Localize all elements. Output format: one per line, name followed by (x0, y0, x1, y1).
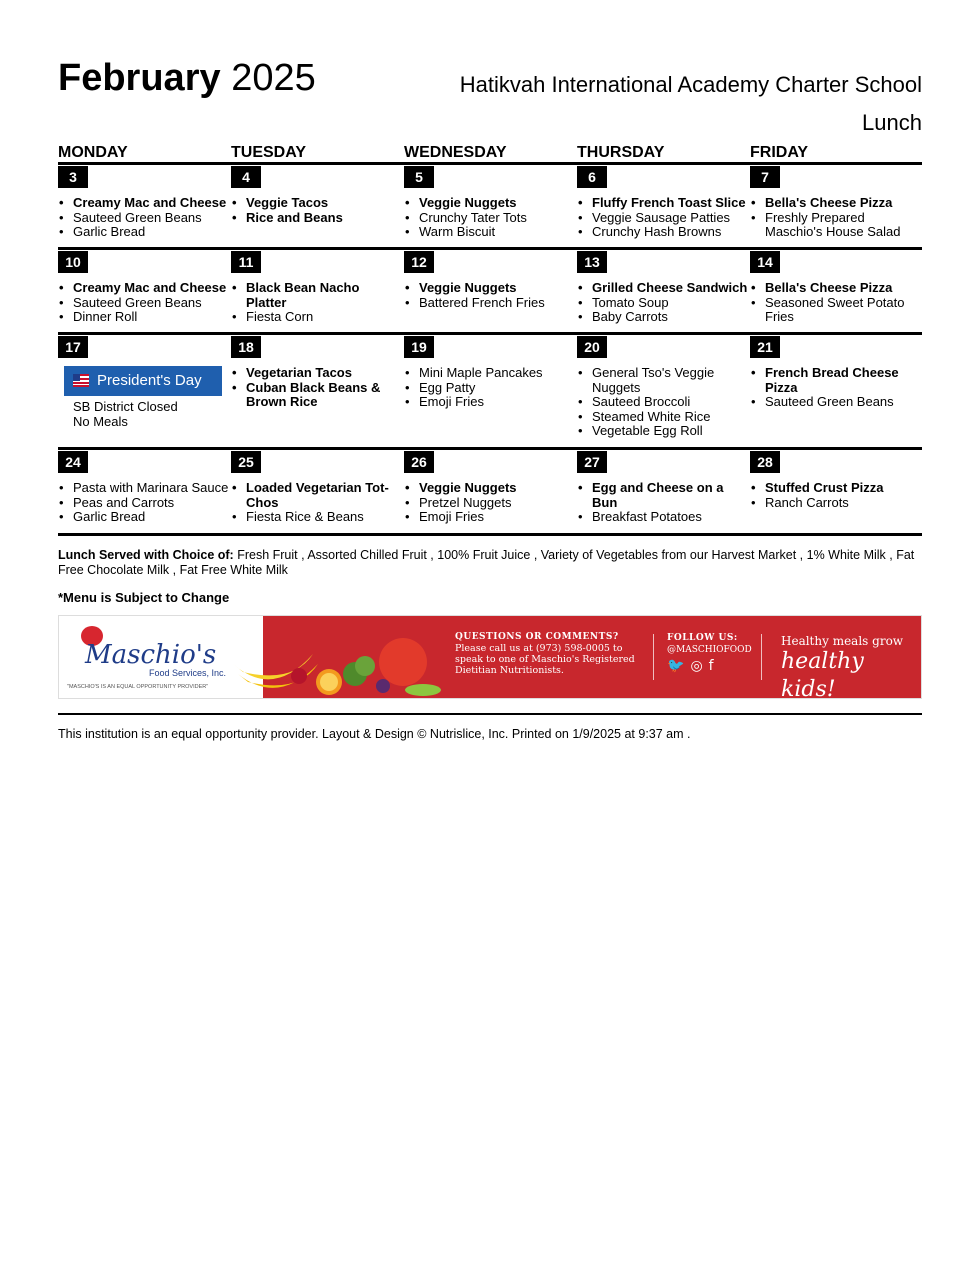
logo-name: Maschio's (85, 640, 217, 670)
menu-list (404, 281, 576, 310)
lunch-choice-label: Lunch Served with Choice of: (58, 548, 234, 562)
date-badge: 17 (58, 336, 88, 358)
date-badge: 27 (577, 451, 607, 473)
menu-item: • Grilled Cheese Sandwich (577, 281, 749, 296)
instagram-icon[interactable]: ◎ (690, 658, 709, 674)
questions-title: QUESTIONS OR COMMENTS? (455, 632, 619, 642)
weekday-thursday: THURSDAY (577, 144, 665, 161)
menu-item: • Fiesta Rice & Beans (231, 510, 403, 525)
menu-item: • Creamy Mac and Cheese (58, 281, 230, 296)
lunch-choice-text: Fresh Fruit , Assorted Chilled Fruit , 100% Fruit Juice , Variety of Vegetables from our Harvest Market , 1% White Milk , Fat Free Chocolate Milk , Fat Free White Milk (58, 548, 915, 577)
menu-item: • Vegetarian Tacos (231, 366, 403, 381)
date-badge: 5 (404, 166, 434, 188)
footer-divider (58, 713, 922, 715)
social-icons (667, 660, 752, 672)
menu-item: • Veggie Sausage Patties (577, 211, 749, 226)
menu-item: • Loaded Vegetarian Tot-Chos (231, 481, 403, 510)
date-badge: 11 (231, 251, 261, 273)
menu-list (577, 281, 749, 325)
footer-text: This institution is an equal opportunity provider. Layout & Design © Nutrislice, Inc. Printed on 1/9/2025 at 9:37 am . (58, 727, 691, 741)
menu-list (58, 481, 230, 525)
menu-item: • Creamy Mac and Cheese (58, 196, 230, 211)
follow-handle: @MASCHIOFOOD (667, 645, 752, 655)
menu-list (404, 366, 576, 410)
weekday-wednesday: WEDNESDAY (404, 144, 507, 161)
healthy-line-1: Healthy meals grow (781, 634, 904, 648)
divider (58, 162, 922, 165)
menu-list (577, 366, 749, 439)
menu-list (231, 196, 403, 225)
menu-item: • Ranch Carrots (750, 496, 922, 511)
menu-item: • Stuffed Crust Pizza (750, 481, 922, 496)
week-row (58, 251, 922, 331)
menu-list (404, 481, 576, 525)
questions-text: Please call us at (973) 598-0005 to speak to one of Maschio's Registered Dietitian Nutritionists. (455, 643, 635, 676)
menu-item: • Emoji Fries (404, 510, 576, 525)
weekday-monday: MONDAY (58, 144, 128, 161)
menu-list (577, 481, 749, 525)
menu-item: • Warm Biscuit (404, 225, 576, 240)
menu-item: • Seasoned Sweet Potato Fries (750, 296, 922, 325)
year-label: 2025 (231, 57, 316, 99)
menu-item: • Veggie Nuggets (404, 196, 576, 211)
banner-red-panel (263, 616, 921, 702)
meal-type: Lunch (862, 110, 922, 135)
date-badge: 21 (750, 336, 780, 358)
menu-list (577, 196, 749, 240)
page-header (58, 56, 922, 136)
divider (653, 634, 654, 680)
menu-item: • Tomato Soup (577, 296, 749, 311)
page-title (58, 56, 316, 100)
date-badge: 14 (750, 251, 780, 273)
menu-item: • Pretzel Nuggets (404, 496, 576, 511)
twitter-icon[interactable]: 🐦 (667, 658, 691, 674)
menu-item: • Vegetable Egg Roll (577, 424, 749, 439)
weekday-friday: FRIDAY (750, 144, 809, 161)
closed-note-line: SB District Closed (73, 399, 178, 414)
menu-item: • Garlic Bread (58, 225, 230, 240)
menu-list (231, 281, 403, 325)
closed-note (73, 400, 178, 429)
menu-list (231, 481, 403, 525)
menu-item: • Veggie Nuggets (404, 281, 576, 296)
holiday-banner (64, 366, 222, 396)
facebook-icon[interactable]: f (708, 658, 720, 674)
menu-item: • Emoji Fries (404, 395, 576, 410)
school-block (460, 66, 922, 142)
menu-item: • Pasta with Marinara Sauce (58, 481, 230, 496)
menu-item: • Sauteed Broccoli (577, 395, 749, 410)
holiday-label: President's Day (97, 372, 202, 389)
menu-item: • Dinner Roll (58, 310, 230, 325)
menu-item: • Steamed White Rice (577, 410, 749, 425)
date-badge: 18 (231, 336, 261, 358)
date-badge: 6 (577, 166, 607, 188)
healthy-line-2: healthy kids! (781, 649, 864, 702)
week-row (58, 166, 922, 246)
menu-item: • Mini Maple Pancakes (404, 366, 576, 381)
date-badge: 20 (577, 336, 607, 358)
logo-subtitle: Food Services, Inc. (149, 668, 227, 678)
date-badge: 25 (231, 451, 261, 473)
divider (58, 247, 922, 250)
menu-item: • Rice and Beans (231, 211, 403, 226)
logo-tagline: "MASCHIO'S IS AN EQUAL OPPORTUNITY PROVIDER" (67, 684, 209, 690)
follow-block (667, 632, 752, 672)
date-badge: 19 (404, 336, 434, 358)
menu-list (404, 196, 576, 240)
follow-title: FOLLOW US: (667, 633, 738, 643)
menu-item: • Sauteed Green Beans (58, 296, 230, 311)
menu-item: • Baby Carrots (577, 310, 749, 325)
date-badge: 13 (577, 251, 607, 273)
date-badge: 24 (58, 451, 88, 473)
date-badge: 10 (58, 251, 88, 273)
questions-block (455, 632, 645, 676)
divider (761, 634, 762, 680)
menu-item: • French Bread Cheese Pizza (750, 366, 922, 395)
menu-item: • Crunchy Tater Tots (404, 211, 576, 226)
menu-list (750, 366, 922, 410)
school-name: Hatikvah International Academy Charter School (459, 72, 922, 97)
date-badge: 3 (58, 166, 88, 188)
maschio-banner (58, 615, 922, 702)
divider (58, 447, 922, 450)
flag-icon (73, 374, 89, 387)
lunch-choice-note (58, 548, 922, 577)
menu-list (58, 281, 230, 325)
menu-item: • Garlic Bread (58, 510, 230, 525)
menu-item: • Peas and Carrots (58, 496, 230, 511)
month-label: February (58, 57, 221, 99)
date-badge: 26 (404, 451, 434, 473)
menu-item: • Sauteed Green Beans (58, 211, 230, 226)
menu-item: • Battered French Fries (404, 296, 576, 311)
menu-item: • Bella's Cheese Pizza (750, 281, 922, 296)
menu-item: • Veggie Nuggets (404, 481, 576, 496)
menu-item: • General Tso's Veggie Nuggets (577, 366, 749, 395)
weekday-tuesday: TUESDAY (231, 144, 306, 161)
menu-item: • Breakfast Potatoes (577, 510, 749, 525)
menu-item: • Freshly Prepared Maschio's House Salad (750, 211, 922, 240)
menu-list (58, 196, 230, 240)
menu-list (750, 281, 922, 325)
date-badge: 12 (404, 251, 434, 273)
menu-change-note: *Menu is Subject to Change (58, 590, 230, 605)
date-badge: 7 (750, 166, 780, 188)
menu-item: • Crunchy Hash Browns (577, 225, 749, 240)
menu-list (750, 481, 922, 510)
menu-item: • Veggie Tacos (231, 196, 403, 211)
menu-list (231, 366, 403, 410)
healthy-tagline (781, 634, 921, 704)
menu-item: • Egg and Cheese on a Bun (577, 481, 749, 510)
weekday-headers (58, 144, 922, 164)
divider (58, 332, 922, 335)
menu-item: • Egg Patty (404, 381, 576, 396)
closed-note-line: No Meals (73, 413, 128, 429)
menu-item: • Fiesta Corn (231, 310, 403, 325)
menu-item: • Cuban Black Beans & Brown Rice (231, 381, 403, 410)
week-row (58, 336, 922, 446)
menu-item: • Fluffy French Toast Slice (577, 196, 749, 211)
menu-item: • Black Bean Nacho Platter (231, 281, 403, 310)
date-badge: 4 (231, 166, 261, 188)
vegetables-illustration (233, 624, 443, 696)
menu-list (750, 196, 922, 240)
menu-item: • Sauteed Green Beans (750, 395, 922, 410)
week-row (58, 451, 922, 531)
date-badge: 28 (750, 451, 780, 473)
divider (58, 533, 922, 536)
menu-item: • Bella's Cheese Pizza (750, 196, 922, 211)
